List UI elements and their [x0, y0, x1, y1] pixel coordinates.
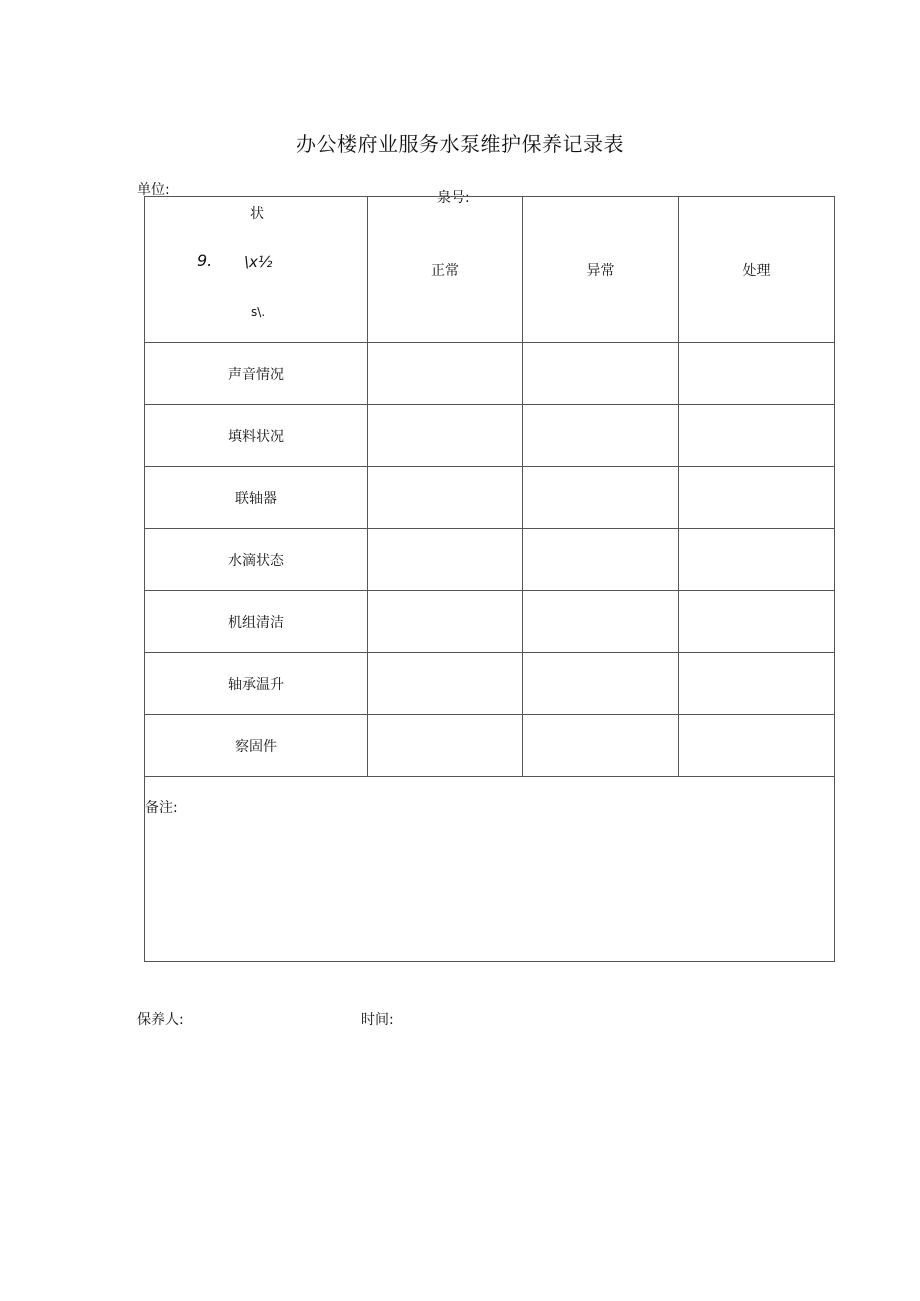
table-row [145, 467, 835, 529]
normal-cell[interactable] [368, 405, 523, 467]
item-label: 填料状况 [145, 405, 368, 467]
pump-number-label: 泉号: [437, 190, 470, 206]
notes-row [145, 777, 835, 962]
item-label: 轴承温升 [145, 653, 368, 715]
abnormal-cell[interactable] [523, 529, 679, 591]
header-abnormal: 异常 [523, 197, 679, 343]
abnormal-cell[interactable] [523, 405, 679, 467]
header-status-text: 状 [250, 206, 264, 222]
table-row [145, 591, 835, 653]
handling-cell[interactable] [679, 529, 835, 591]
header-normal: 正常 [368, 197, 523, 343]
normal-cell[interactable] [368, 529, 523, 591]
handling-cell[interactable] [679, 467, 835, 529]
handling-cell[interactable] [679, 715, 835, 777]
normal-cell[interactable] [368, 467, 523, 529]
table-row [145, 715, 835, 777]
abnormal-cell[interactable] [523, 467, 679, 529]
handling-cell[interactable] [679, 591, 835, 653]
item-label: 联轴器 [145, 467, 368, 529]
table-header-row [145, 197, 835, 343]
maintenance-record-table [144, 196, 835, 962]
normal-cell[interactable] [368, 591, 523, 653]
time-label: 时间: [361, 1012, 394, 1028]
notes-label: 备注: [145, 800, 178, 816]
header-diagonal-cell [145, 197, 368, 343]
item-label: 机组清洁 [145, 591, 368, 653]
abnormal-cell[interactable] [523, 591, 679, 653]
normal-cell[interactable] [368, 343, 523, 405]
header-garbled-text-bottom: s\. [251, 305, 266, 319]
item-label: 察固件 [145, 715, 368, 777]
item-label: 水滴状态 [145, 529, 368, 591]
table-row [145, 529, 835, 591]
normal-cell[interactable] [368, 653, 523, 715]
handling-cell[interactable] [679, 405, 835, 467]
table-row [145, 405, 835, 467]
notes-cell[interactable] [145, 777, 835, 962]
handling-cell[interactable] [679, 343, 835, 405]
header-garbled-text-mid: \x½ [244, 253, 273, 271]
maintainer-label: 保养人: [137, 1012, 184, 1028]
unit-label: 单位: [137, 182, 170, 198]
normal-cell[interactable] [368, 715, 523, 777]
table-row [145, 343, 835, 405]
abnormal-cell[interactable] [523, 715, 679, 777]
header-garbled-text-left: 9. [197, 251, 213, 270]
abnormal-cell[interactable] [523, 653, 679, 715]
header-handling: 处理 [679, 197, 835, 343]
page-title: 办公楼府业服务水泵维护保养记录表 [296, 132, 624, 156]
abnormal-cell[interactable] [523, 343, 679, 405]
table-row [145, 653, 835, 715]
handling-cell[interactable] [679, 653, 835, 715]
item-label: 声音情况 [145, 343, 368, 405]
